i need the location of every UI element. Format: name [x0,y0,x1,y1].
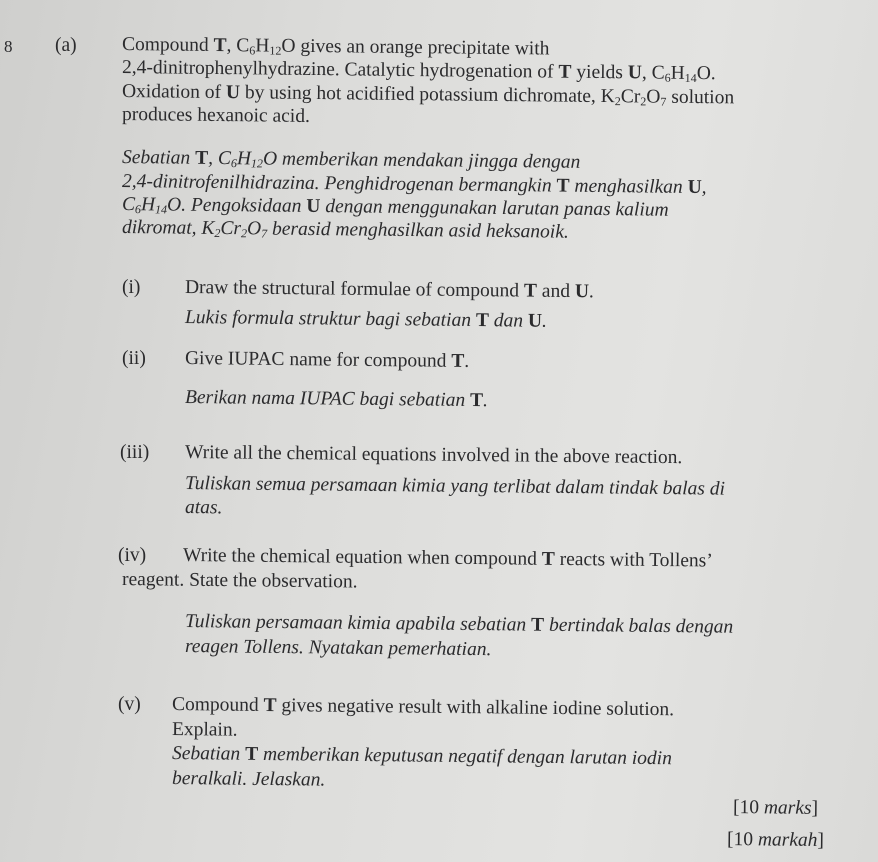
marks-english [733,797,818,820]
text-run: Oxidation of [121,81,227,104]
text-run: T [195,147,209,169]
text-run: O gives an orange precipitate with [281,35,550,60]
subquestion-english-line [183,545,713,573]
text-run: U [225,82,241,104]
subscript: 14 [684,70,697,86]
text-run: Give IUPAC name for compound [184,348,452,372]
subquestion-malay-line [185,497,223,519]
subquestion-malay-line [185,387,488,412]
text-run: Berikan nama IUPAC bagi sebatian [184,387,471,411]
subquestion-label: (iii) [120,442,150,463]
subquestion-malay-line [185,636,492,661]
text-run: O [246,218,262,240]
subquestion-english-line [185,442,683,469]
intro-english-line [122,104,310,128]
text-run: menghasilkan [569,175,688,198]
text-run: dikromat, K [121,217,215,239]
text-run: produces hexanoic acid. [121,104,310,127]
text-run: [10 [732,797,764,819]
text-run: U [306,195,321,218]
text-run: berasid menghasilkan asid heksanoik. [267,218,569,243]
text-run: [10 [726,829,758,851]
text-run: , C [641,62,665,84]
text-run: T [469,389,484,412]
text-run: reacts with Tollens’ [554,548,713,572]
subscript: 12 [250,156,264,171]
subquestion-malay-line [172,768,325,792]
text-run: markah [757,829,818,851]
text-run: and [536,280,576,303]
text-run: O [646,86,661,108]
text-run: T [523,280,538,302]
text-run: C [121,194,136,216]
text-run: H [670,62,685,84]
text-run: Explain. [171,719,238,741]
intro-english-line [122,34,550,60]
subscript: 7 [660,94,667,109]
text-run: Cr [220,218,242,240]
text-run: reagent. State the observation. [121,569,358,593]
subquestion-label: (iv) [118,545,147,566]
text-run: . [541,310,547,332]
text-run: T [245,743,259,765]
text-run: by using hot acidified potassium dichromate, K [239,82,615,108]
subscript: 12 [269,43,282,58]
subscript: 7 [261,226,268,241]
text-run: T [213,34,227,57]
subscript: 6 [249,43,256,58]
text-run: Compound [171,694,264,716]
subscript: 2 [214,225,221,241]
text-run: U [627,62,643,84]
text-run: Sebatian [121,147,196,169]
intro-malay-line [122,217,569,244]
text-run: H [140,194,156,216]
marks-malay [727,829,824,852]
text-run: 2,4-dinitrophenylhydrazine. Catalytic hydrogenation of [121,57,559,83]
text-run: . [482,390,489,412]
text-run: Cr [620,86,641,108]
text-run: Tuliskan semua persamaan kimia yang terlibat dalam tindak balas di [184,473,726,500]
text-run: Compound [121,34,214,56]
text-run: T [451,350,465,372]
text-run: O. [696,63,716,85]
text-run: Sebatian [171,743,246,765]
text-run: bertindak balas dengan [544,614,734,638]
subquestion-english-line [172,694,674,721]
subquestion-label: (i) [122,277,141,298]
intro-malay-line [122,147,581,174]
text-run: beralkali. Jelaskan. [171,768,326,791]
text-run: 2,4-dinitrofenilhidrazina. Penghidrogenan bermangkin [121,171,557,197]
text-run: , C [208,147,232,170]
text-run: U [687,176,702,199]
text-run: U [527,310,543,332]
subquestion-malay-line [172,743,672,770]
text-run: gives negative result with alkaline iodine solution. [276,695,675,721]
subscript: 2 [614,94,621,109]
text-run: , [701,177,707,199]
text-run: Draw the structural formulae of compound [184,277,525,302]
subscript: 6 [230,156,237,171]
text-run: T [556,175,570,197]
subquestion-label: (v) [118,694,141,715]
text-run: T [531,614,545,636]
text-run: memberikan keputusan negatif dengan larutan iodin [258,743,673,770]
text-run: ] [817,829,825,852]
text-run: atas. [184,497,223,519]
subscript: 6 [134,202,142,217]
question-number: 8 [4,37,13,56]
text-run: marks [763,797,812,819]
subscript: 2 [240,226,248,241]
subquestion-malay-line [185,473,725,501]
text-run: yields [571,61,628,84]
subscript: 2 [640,94,647,109]
text-run: solution [666,86,735,109]
subquestion-english-line [185,277,594,303]
text-run: , C [226,35,250,57]
subscript: 14 [154,202,168,217]
text-run: Write all the chemical equations involved in the above reaction. [184,442,683,469]
text-run: reagen Tollens. Nyatakan pemerhatian. [184,636,492,661]
text-run: T [541,548,555,570]
subquestion-malay-line [185,307,547,333]
subquestion-english-line [185,348,469,373]
subquestion-english-line [122,569,358,593]
text-run: U [574,281,590,303]
subquestion-malay-line [185,611,733,639]
text-run: . [588,281,594,303]
text-run: O. Pengoksidaan [167,194,307,217]
text-run: dengan menggunakan larutan panas kalium [320,196,669,221]
text-run: H [255,35,270,57]
text-run: O memberikan mendakan jingga dengan [262,148,581,173]
text-run: H [236,148,252,170]
text-run: T [558,61,572,83]
text-run: dan [488,310,529,332]
subquestion-label: (ii) [122,348,146,369]
part-label: (a) [55,35,77,56]
text-run: Lukis formula struktur bagi sebatian [184,307,477,332]
text-run: . [464,350,470,372]
text-run: T [475,310,490,332]
text-run: Write the chemical equation when compound [182,545,542,570]
subquestion-english-line [172,719,238,742]
text-run: ] [811,797,819,819]
text-run: Tuliskan persamaan kimia apabila sebatian [184,611,532,636]
text-run: T [263,694,277,717]
subscript: 6 [664,70,671,85]
